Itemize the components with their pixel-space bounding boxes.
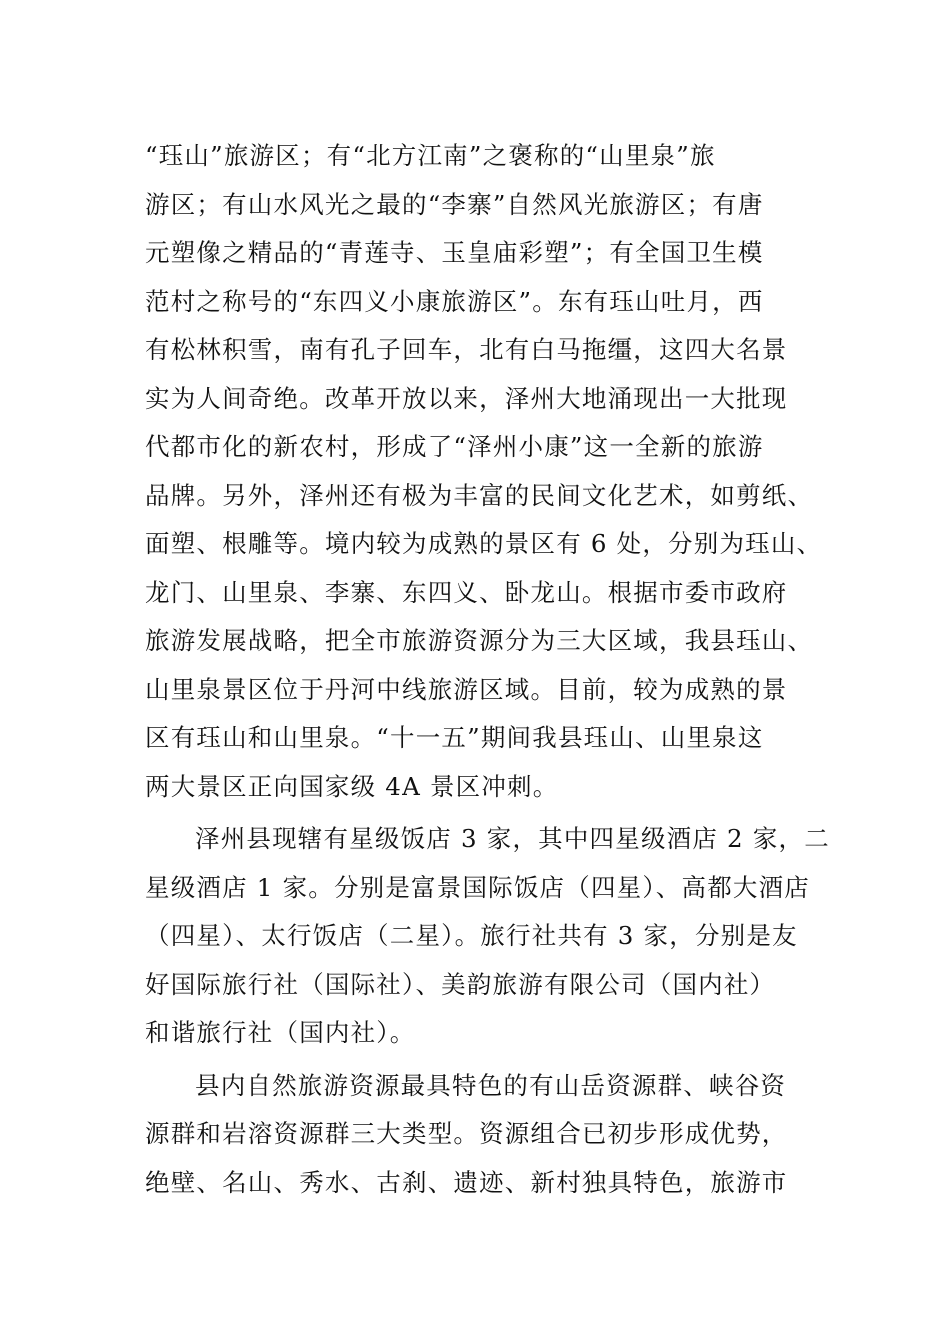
- text-line: 品牌。另外，泽州还有极为丰富的民间文化艺术，如剪纸、: [145, 480, 814, 510]
- text-line: 元塑像之精品的“青莲寺、玉皇庙彩塑”；有全国卫生模: [145, 238, 764, 267]
- text-line: 有松林积雪，南有孔子回车，北有白马拖缰，这四大名景: [145, 335, 788, 364]
- text-line: 实为人间奇绝。改革开放以来，泽州大地涌现出一大批现: [145, 383, 788, 413]
- paragraph-1: [145, 132, 823, 811]
- paragraph-3: [145, 1062, 810, 1208]
- paragraph-2: [145, 815, 830, 1058]
- text-line: 游区；有山水风光之最的“李寨”自然风光旅游区；有唐: [145, 189, 764, 219]
- body-text: [145, 132, 830, 1207]
- text-line: 泽州县现辖有星级饭店 3 家，其中四星级酒店 2 家，二: [195, 824, 830, 853]
- text-line: 源群和岩溶资源群三大类型。资源组合已初步形成优势，: [145, 1119, 788, 1148]
- text-line: 山里泉景区位于丹河中线旅游区域。目前，较为成熟的景: [145, 674, 788, 704]
- text-line: 绝壁、名山、秀水、古刹、遗迹、新村独具特色，旅游市: [145, 1167, 788, 1197]
- text-line: 代都市化的新农村，形成了“泽州小康”这一全新的旅游: [145, 432, 764, 461]
- text-line: 旅游发展战略，把全市旅游资源分为三大区域，我县珏山、: [145, 626, 814, 655]
- text-line: （四星）、太行饭店（二星）。旅行社共有 3 家，分别是友: [145, 921, 798, 950]
- text-line: 面塑、根雕等。境内较为成熟的景区有 6 处，分别为珏山、: [145, 529, 823, 558]
- text-line: “珏山”旅游区；有“北方江南”之褒称的“山里泉”旅: [145, 141, 716, 170]
- text-line: 范村之称号的“东四义小康旅游区”。东有珏山吐月，西: [145, 286, 764, 316]
- text-line: 星级酒店 1 家。分别是富景国际饭店（四星）、高都大酒店: [145, 872, 811, 902]
- text-line: 县内自然旅游资源最具特色的有山岳资源群、峡谷资: [195, 1070, 787, 1100]
- text-line: 两大景区正向国家级 4A 景区冲刺。: [145, 771, 559, 801]
- text-line: 好国际旅行社（国际社）、美韵旅游有限公司（国内社）: [145, 969, 776, 999]
- text-line: 龙门、山里泉、李寨、东四义、卧龙山。根据市委市政府: [145, 577, 788, 607]
- text-line: 和谐旅行社（国内社）。: [145, 1018, 416, 1047]
- text-line: 区有珏山和山里泉。“十一五”期间我县珏山、山里泉这: [145, 723, 764, 752]
